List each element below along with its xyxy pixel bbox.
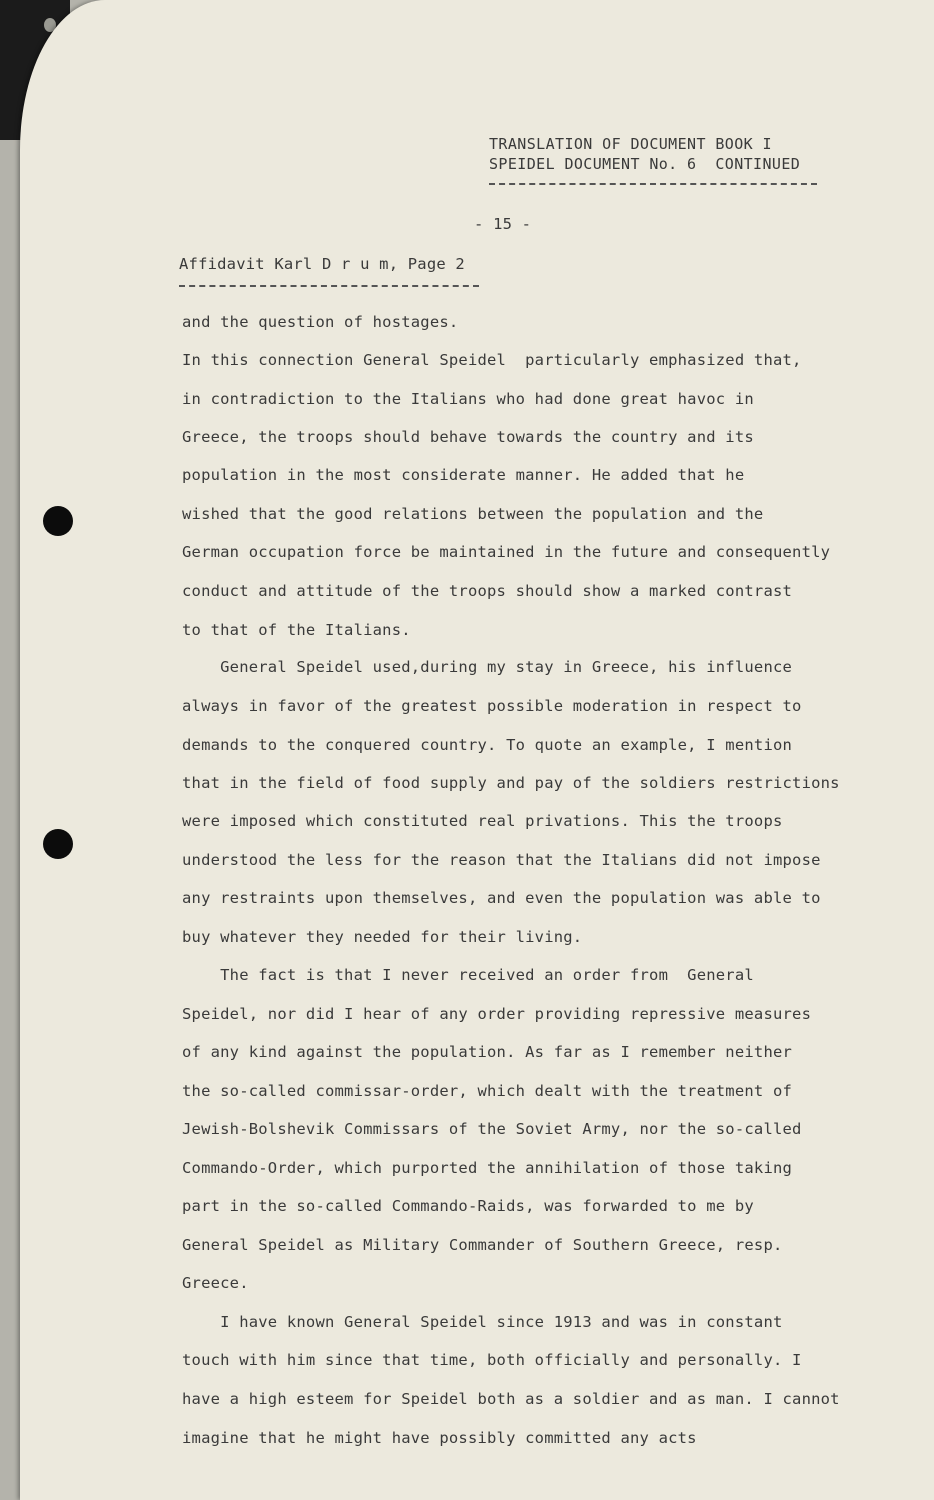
body-line: were imposed which constituted real privations. This the troops bbox=[182, 812, 783, 830]
body-line: Commando-Order, which purported the annihilation of those taking bbox=[182, 1159, 793, 1177]
body-line: demands to the conquered country. To quote an example, I mention bbox=[182, 736, 793, 754]
body-line: Greece, the troops should behave towards the country and its bbox=[182, 428, 754, 446]
body-line: and the question of hostages. bbox=[182, 313, 459, 331]
document-page bbox=[20, 0, 934, 1500]
body-line: Greece. bbox=[182, 1274, 249, 1292]
body-line: the so-called commissar-order, which dealt with the treatment of bbox=[182, 1082, 793, 1100]
body-line: to that of the Italians. bbox=[182, 621, 411, 639]
page-number: - 15 - bbox=[474, 215, 532, 233]
body-line: that in the field of food supply and pay of the soldiers restrictions bbox=[182, 774, 840, 792]
body-line: of any kind against the population. As far as I remember neither bbox=[182, 1043, 793, 1061]
punch-hole bbox=[43, 829, 73, 859]
body-line: wished that the good relations between the population and the bbox=[182, 505, 764, 523]
body-line: buy whatever they needed for their living. bbox=[182, 928, 583, 946]
body-line: Jewish-Bolshevik Commissars of the Soviet Army, nor the so-called bbox=[182, 1120, 802, 1138]
body-line: The fact is that I never received an order from General bbox=[182, 966, 754, 984]
header-rule bbox=[489, 183, 817, 185]
body-line: understood the less for the reason that the Italians did not impose bbox=[182, 851, 821, 869]
body-line: In this connection General Speidel particularly emphasized that, bbox=[182, 351, 802, 369]
document-header-line-2: SPEIDEL DOCUMENT No. 6 CONTINUED bbox=[489, 155, 801, 173]
punch-hole bbox=[43, 506, 73, 536]
affidavit-subheading: Affidavit Karl D r u m, Page 2 bbox=[179, 255, 465, 273]
body-line: population in the most considerate manner. He added that he bbox=[182, 466, 745, 484]
body-line: German occupation force be maintained in the future and consequently bbox=[182, 543, 831, 561]
body-line: always in favor of the greatest possible moderation in respect to bbox=[182, 697, 802, 715]
body-line: conduct and attitude of the troops should show a marked contrast bbox=[182, 582, 793, 600]
subheading-rule bbox=[179, 285, 479, 287]
body-line: any restraints upon themselves, and even the population was able to bbox=[182, 889, 821, 907]
body-line: imagine that he might have possibly committed any acts bbox=[182, 1429, 697, 1447]
body-line: have a high esteem for Speidel both as a soldier and as man. I cannot bbox=[182, 1390, 840, 1408]
body-line: part in the so-called Commando-Raids, was forwarded to me by bbox=[182, 1197, 754, 1215]
body-line: Speidel, nor did I hear of any order providing repressive measures bbox=[182, 1005, 812, 1023]
body-line: General Speidel as Military Commander of Southern Greece, resp. bbox=[182, 1236, 783, 1254]
body-line: touch with him since that time, both officially and personally. I bbox=[182, 1351, 802, 1369]
document-header-line-1: TRANSLATION OF DOCUMENT BOOK I bbox=[489, 135, 772, 153]
body-line: in contradiction to the Italians who had done great havoc in bbox=[182, 390, 754, 408]
body-line: General Speidel used,during my stay in Greece, his influence bbox=[182, 658, 793, 676]
body-line: I have known General Speidel since 1913 and was in constant bbox=[182, 1313, 783, 1331]
